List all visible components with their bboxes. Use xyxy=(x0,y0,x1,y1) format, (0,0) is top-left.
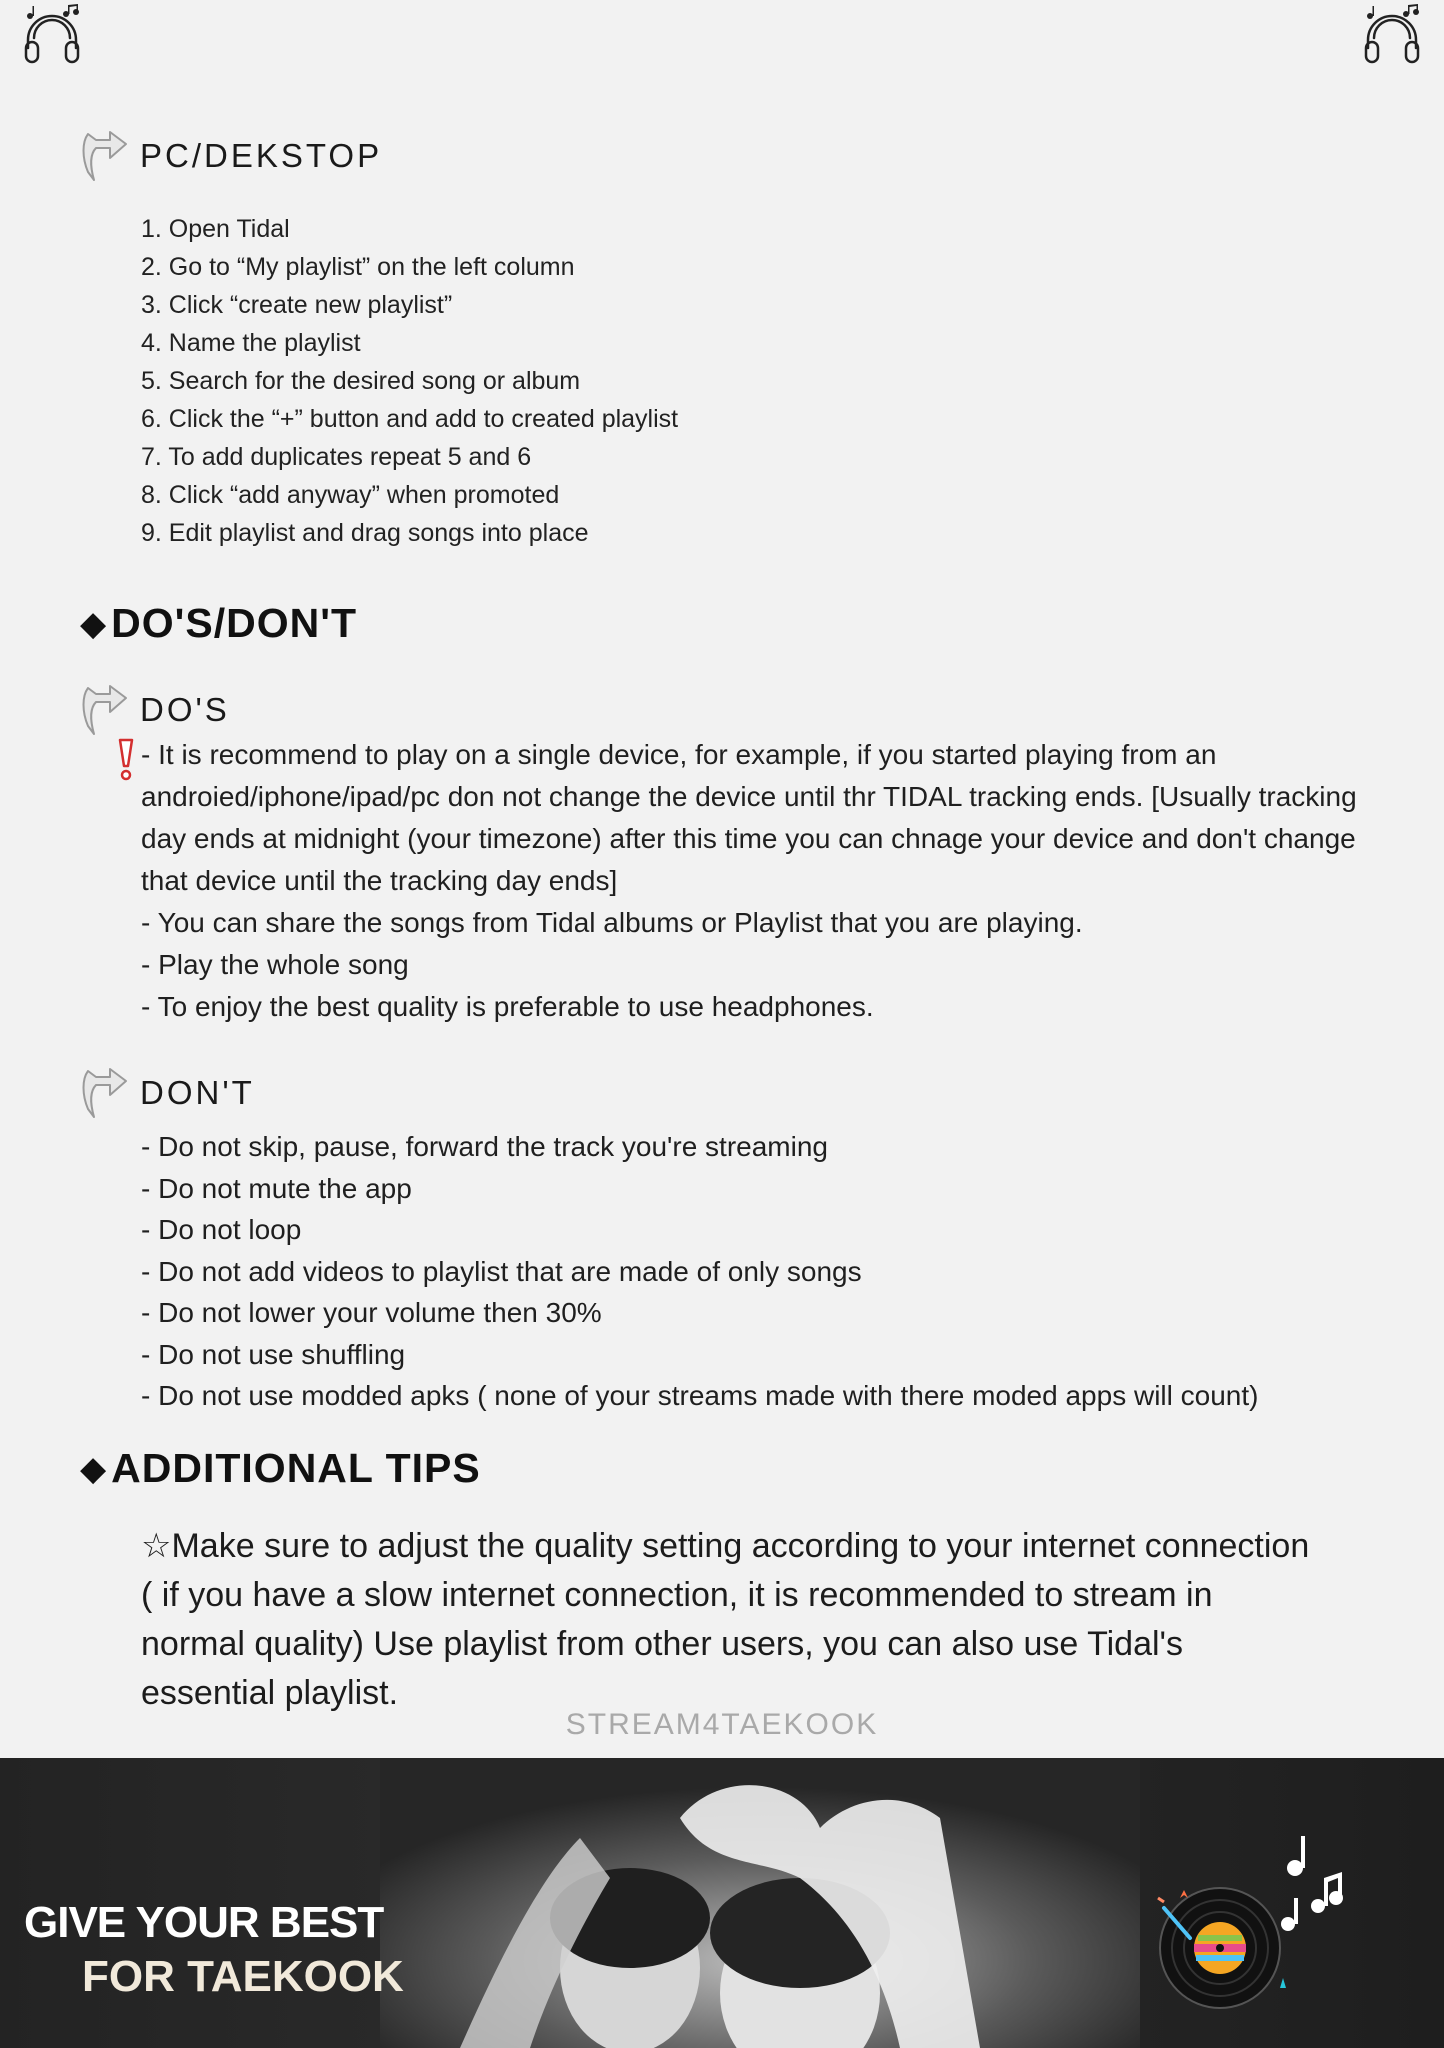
list-item: 9. Edit playlist and drag songs into place xyxy=(141,519,589,547)
headphones-music-icon xyxy=(1360,4,1424,68)
exclamation-icon xyxy=(114,736,138,782)
list-item: 4. Name the playlist xyxy=(141,329,361,357)
list-item: - Do not lower your volume then 30% xyxy=(141,1297,602,1328)
list-item: 1. Open Tidal xyxy=(141,215,290,243)
list-item: - You can share the songs from Tidal albums or Playlist that you are playing. xyxy=(141,907,1083,938)
pc-section-title: PC/DEKSTOP xyxy=(140,137,383,174)
pc-section-header xyxy=(80,128,382,184)
list-item: 5. Search for the desired song or album xyxy=(141,367,581,395)
couple-photo xyxy=(380,1758,1140,2048)
dos-section-title: DO'S xyxy=(140,691,230,728)
list-item: - Do not use modded apks ( none of your streams made with there moded apps will count) xyxy=(141,1380,1259,1411)
dos-section-header xyxy=(80,682,230,738)
list-item: - To enjoy the best quality is preferable to use headphones. xyxy=(141,991,874,1022)
dos-list xyxy=(141,734,1371,1028)
donts-list xyxy=(141,1126,1391,1417)
curved-arrow-icon xyxy=(80,128,130,184)
list-item: - Play the whole song xyxy=(141,949,409,980)
list-item: - Do not add videos to playlist that are made of only songs xyxy=(141,1255,862,1287)
diamond-icon: ◆ xyxy=(80,604,108,643)
list-item: - It is recommend to play on a single device, for example, if you started playing from an androied/iphone/ipad/pc don not change the device until thr TIDAL tracking ends. [Usually tracking day ends at midnight (your timezone) after this time you can chnage your device and don't change that device until the tracking day ends] xyxy=(141,739,1357,896)
headphones-music-icon xyxy=(20,4,84,68)
list-item: 3. Click “create new playlist” xyxy=(141,291,453,319)
list-item: - Do not use shuffling xyxy=(141,1338,406,1370)
list-item: - Do not mute the app xyxy=(141,1172,412,1204)
tips-text: ☆Make sure to adjust the quality setting according to your internet connection ( if you have a slow internet connection, it is recommended to stream in normal quality) Use playlist from other users, you can also use Tidal's essential playlist. xyxy=(141,1527,1310,1712)
list-item: 6. Click the “+” button and add to created playlist xyxy=(141,405,679,433)
dos-donts-heading-text: DO'S/DON'T xyxy=(111,600,358,646)
tips-heading xyxy=(80,1445,481,1492)
donts-section-title: DON'T xyxy=(140,1074,255,1111)
banner-line-2: FOR TAEKOOK xyxy=(82,1952,404,2001)
list-item: - Do not skip, pause, forward the track you're streaming xyxy=(141,1131,828,1162)
pc-steps-list xyxy=(141,210,678,552)
bottom-banner xyxy=(0,1758,1444,2048)
banner-line-1: GIVE YOUR BEST xyxy=(24,1898,384,1947)
vinyl-record-icon xyxy=(1140,1798,1380,2038)
curved-arrow-icon xyxy=(80,682,130,738)
watermark: STREAM4TAEKOOK xyxy=(565,1708,879,1741)
list-item: 7. To add duplicates repeat 5 and 6 xyxy=(141,443,532,471)
list-item: 2. Go to “My playlist” on the left column xyxy=(141,253,575,281)
tips-heading-text: ADDITIONAL TIPS xyxy=(111,1445,481,1491)
dos-donts-heading xyxy=(80,600,357,647)
donts-section-header xyxy=(80,1065,255,1121)
diamond-icon: ◆ xyxy=(80,1449,108,1488)
list-item: - Do not loop xyxy=(141,1214,302,1245)
curved-arrow-icon xyxy=(80,1065,130,1121)
list-item: 8. Click “add anyway” when promoted xyxy=(141,481,560,509)
